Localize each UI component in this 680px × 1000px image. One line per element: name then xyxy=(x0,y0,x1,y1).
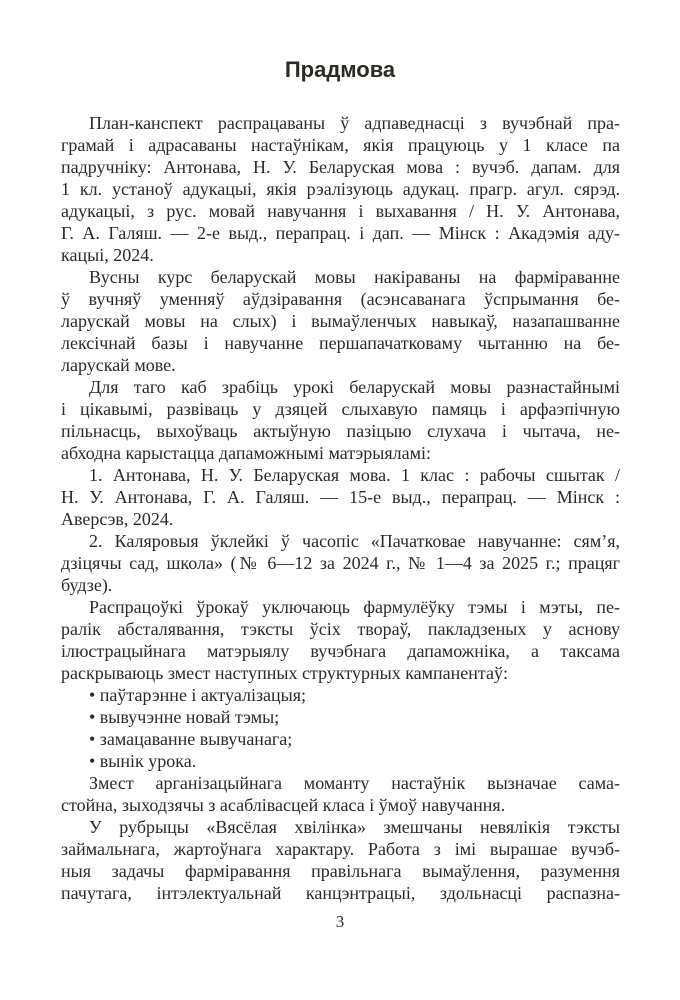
text-line: стойна, зыходзячы з асаблівасцей класа і ўмоў навучання. xyxy=(61,795,506,815)
text-line: • замацаванне вывучанага; xyxy=(89,729,293,749)
list-item xyxy=(61,530,620,596)
text-line: У рубрыцы «Вясёлая хвілінка» змешчаны невялікія тэксты xyxy=(89,817,620,837)
text-line: ныя задачы фарміравання правільнага вымаўлення, разумення xyxy=(61,861,620,881)
text-line: Аверсэв, 2024. xyxy=(61,509,174,529)
text-line: ў вучняў уменняў аўдзіравання (асэнсаванага ўспрымання бе- xyxy=(61,289,620,309)
text-line: 1. Антонава, Н. У. Беларуская мова. 1 клас : рабочы сшытак / xyxy=(89,465,620,485)
paragraph xyxy=(61,816,620,904)
text-line: падручніку: Антонава, Н. У. Беларуская мова : вучэб. дапам. для xyxy=(61,157,620,177)
text-line: дзіцячы сад, школа» (№ 6—12 за 2024 г., № 1—4 за 2025 г.; працяг xyxy=(61,553,620,573)
text-line: пачутага, інтэлектуальнай канцэнтрацыі, здольнасці распазна- xyxy=(61,883,620,903)
text-line: Распрацоўкі ўрокаў уключаюць фармулёўку тэмы і мэты, пе- xyxy=(89,597,620,617)
text-line: План-канспект распрацаваны ў адпаведнасці з вучэбнай пра- xyxy=(89,113,620,133)
paragraph xyxy=(61,376,620,464)
page-body xyxy=(61,112,620,904)
paragraph xyxy=(61,266,620,376)
paragraph xyxy=(61,112,620,266)
text-line: Вусны курс беларускай мовы накіраваны на фарміраванне xyxy=(89,267,620,287)
text-line: адукацыі, з рус. мовай навучання і выхавання / Н. У. Антонава, xyxy=(61,201,620,221)
text-line: грамай і адрасаваны настаўнікам, якія працуюць у 1 класе па xyxy=(61,135,620,155)
text-line: і цікавымі, развіваць у дзяцей слыхавую памяць і арфаэпічную xyxy=(61,399,620,419)
text-line: Змест арганізацыйнага моманту настаўнік вызначае сама- xyxy=(89,773,620,793)
page-title: Прадмова xyxy=(284,57,396,82)
list-item xyxy=(61,464,620,530)
text-line: ларускай мове. xyxy=(61,355,176,375)
text-line: • вынік урока. xyxy=(89,751,197,771)
text-line: Г. А. Галяш. — 2-е выд., перапрац. і дап. — Мінск : Акадэмія аду- xyxy=(61,223,620,243)
bullet-item xyxy=(61,684,620,706)
text-line: Н. У. Антонава, Г. А. Галяш. — 15-е выд., перапрац. — Мінск : xyxy=(61,487,620,507)
bullet-item xyxy=(61,750,620,772)
text-line: ілюстрацыйнага матэрыялу вучэбнага дапаможніка, а таксама xyxy=(61,641,620,661)
text-line: Для таго каб зрабіць урокі беларускай мовы разнастайнымі xyxy=(89,377,620,397)
text-line: раскрываюць змест наступных структурных кампанентаў: xyxy=(61,663,509,683)
text-line: пільнасць, выхоўваць актыўную пазіцыю слухача і чытача, не- xyxy=(61,421,620,441)
text-line: ралік абсталявання, тэксты ўсіх твораў, пакладзеных у аснову xyxy=(61,619,620,639)
text-line: 2. Каляровыя ўклейкі ў часопіс «Пачатковае навучанне: сям’я, xyxy=(89,531,620,551)
text-line: • вывучэнне новай тэмы; xyxy=(89,707,280,727)
text-line: 1 кл. устаноў адукацыі, якія рэалізуюць адукац. прагр. агул. сярэд. xyxy=(61,179,620,199)
text-line: • паўтарэнне і актуалізацыя; xyxy=(89,685,307,705)
bullet-item xyxy=(61,706,620,728)
page-number: 3 xyxy=(335,912,345,931)
text-line: будзе). xyxy=(61,575,113,595)
text-line: займальнага, жартоўнага характару. Работа з імі вырашае вучэб- xyxy=(61,839,620,859)
bullet-item xyxy=(61,728,620,750)
paragraph xyxy=(61,772,620,816)
paragraph xyxy=(61,596,620,684)
text-line: кацыі, 2024. xyxy=(61,245,154,265)
text-line: абходна карыстацца дапаможнымі матэрыяламі: xyxy=(61,443,432,463)
text-line: ларускай мовы на слых) і вымаўленчых навыкаў, назапашванне xyxy=(61,311,620,331)
text-line: лексічнай базы і навучанне першапачатковаму чытанню на бе- xyxy=(61,333,620,353)
